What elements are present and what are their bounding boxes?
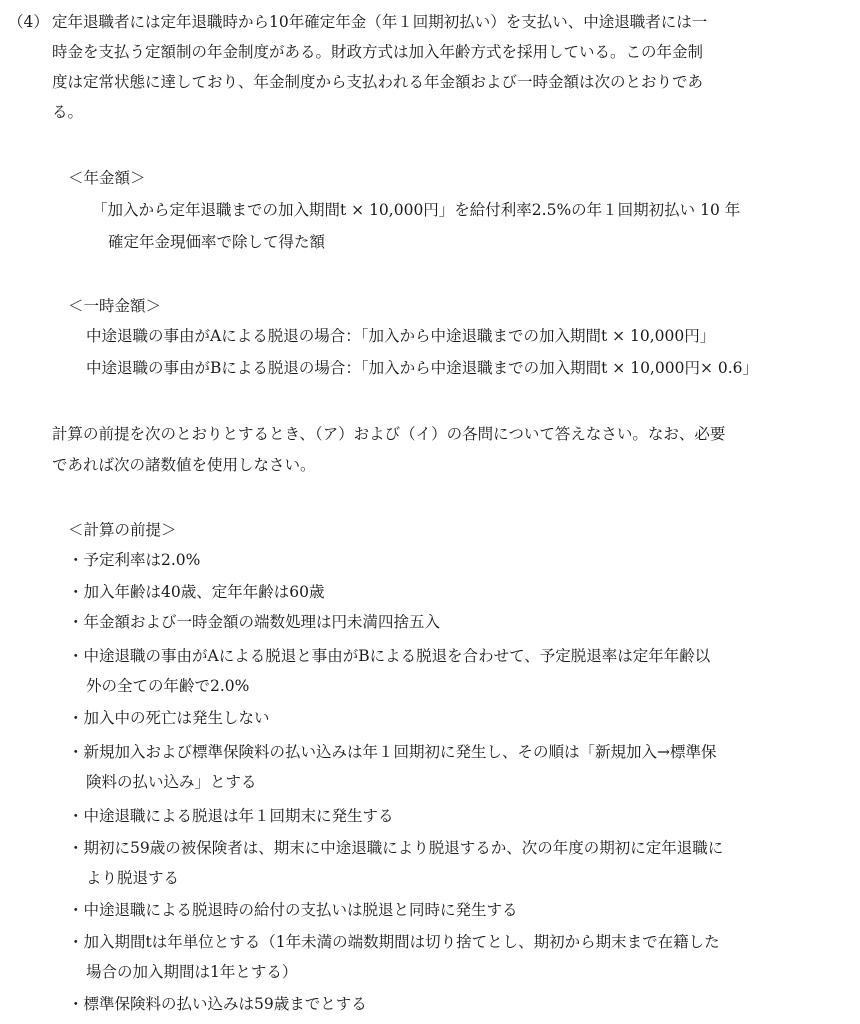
premise-item-line: ・中途退職による脱退は年１回期末に発生する (68, 807, 394, 825)
intro-line-3: 度は定常状態に達しており、年金制度から支払われる年金額および一時金額は次のとおりであ (52, 73, 704, 91)
instruction-line-1: 計算の前提を次のとおりとするとき、（ア）および（イ）の各問について答えなさい。なお、必要 (52, 425, 726, 443)
premise-item-line: ・加入中の死亡は発生しない (68, 709, 270, 727)
intro-line-4: る。 (52, 103, 84, 121)
premise-item-line: ・中途退職の事由がAによる脱退と事由がBによる脱退を合わせて、予定脱退率は定年年齢以 (68, 647, 711, 665)
intro-line-2: 時金を支払う定額制の年金制度がある。財政方式は加入年齢方式を採用している。この年金制 (52, 43, 704, 61)
premise-item-line: ・中途退職による脱退時の給付の支払いは脱退と同時に発生する (68, 901, 518, 919)
instruction-line-2: であれば次の諸数値を使用しなさい。 (52, 456, 316, 474)
lump-sum-case-a: 中途退職の事由がAによる脱退の場合：「加入から中途退職までの加入期間t × 10,000円」 (86, 327, 716, 345)
pension-amount-line-2: 確定年金現価率で除して得た額 (108, 233, 326, 251)
intro-line-1: 定年退職者には定年退職時から10年確定年金（年１回期初払い）を支払い、中途退職者には一 (52, 13, 708, 31)
premise-item-line: ・年金額および一時金額の端数処理は円未満四捨五入 (68, 613, 441, 631)
premises-heading: ＜計算の前提＞ (68, 521, 177, 539)
premise-item-line: ・期初に59歳の被保険者は、期末に中途退職により脱退するか、次の年度の期初に定年退職に (68, 839, 724, 857)
premise-item-line: ・新規加入および標準保険料の払い込みは年１回期初に発生し、その順は「新規加入→標準保 (68, 743, 717, 761)
lump-sum-heading: ＜一時金額＞ (68, 297, 162, 315)
premise-item-line: ・加入年齢は40歳、定年年齢は60歳 (68, 583, 325, 601)
premise-item-line: 険料の払い込み」とする (86, 773, 257, 791)
question-number: （4） (8, 13, 49, 31)
premise-item-line: 外の全ての年齢で2.0% (86, 677, 250, 695)
premise-item-line: ・加入期間tは年単位とする（1年未満の端数期間は切り捨てとし、期初から期末まで在籍した (68, 933, 720, 951)
premise-item-line: 場合の加入期間は1年とする） (86, 963, 298, 981)
pension-amount-heading: ＜年金額＞ (68, 169, 146, 187)
premise-item-line: ・標準保険料の払い込みは59歳までとする (68, 995, 367, 1013)
pension-amount-line-1: 「加入から定年退職までの加入期間t × 10,000円」を給付利率2.5%の年１回期初払い 10 年 (92, 201, 741, 219)
lump-sum-case-b: 中途退職の事由がBによる脱退の場合：「加入から中途退職までの加入期間t × 10,000円× 0.6」 (86, 359, 759, 377)
premise-item-line: ・予定利率は2.0% (68, 551, 201, 569)
premise-item-line: より脱退する (86, 869, 180, 887)
